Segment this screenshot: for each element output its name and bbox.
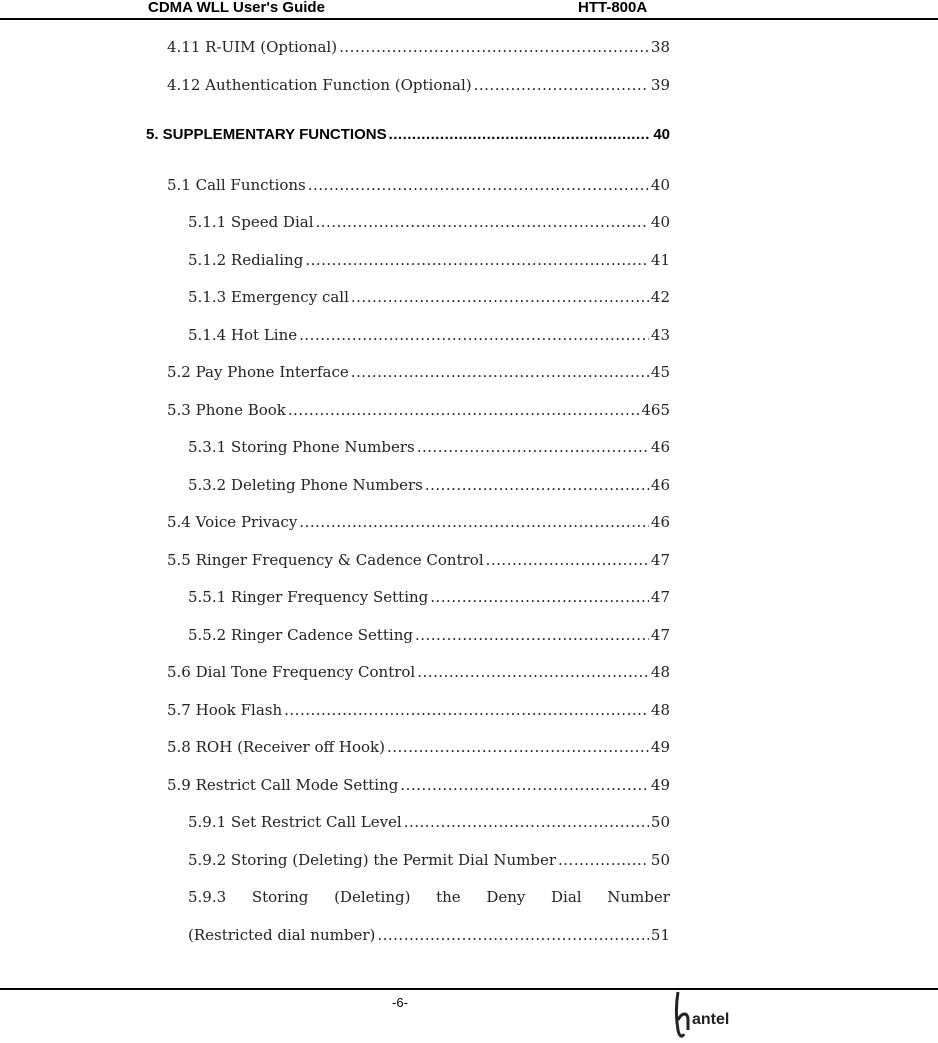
toc-page-number: 46 — [650, 476, 670, 494]
toc-page-number: 49 — [650, 738, 670, 756]
toc-page-number: 51 — [650, 926, 670, 944]
toc-entry[interactable]: 5.1.1 Speed Dial ..... 40 — [188, 213, 670, 231]
toc-entry-wrapped-line[interactable]: 5.9.3 Storing (Deleting) the Deny Dial Number — [188, 888, 670, 906]
toc-page-number: 40 — [650, 213, 670, 231]
toc-page-number: 47 — [650, 551, 670, 569]
toc-page-number: 50 — [650, 851, 670, 869]
toc-chapter-entry[interactable]: 5. SUPPLEMENTARY FUNCTIONS ..... 40 — [146, 126, 670, 143]
toc-entry[interactable]: 5.3 Phone Book ..... 465 — [167, 401, 670, 419]
toc-page-number: 40 — [650, 176, 670, 194]
toc-entry[interactable]: 5.1.3 Emergency call ..... 42 — [188, 288, 670, 306]
toc-page-number: 45 — [650, 363, 670, 381]
toc-page-number: 465 — [641, 401, 670, 419]
toc-entry[interactable]: 5.5 Ringer Frequency & Cadence Control ..... 47 — [167, 551, 670, 569]
toc-page-number: 39 — [650, 76, 670, 94]
toc-page-number: 48 — [650, 663, 670, 681]
hantel-logo — [672, 990, 752, 1042]
toc-page-number: 50 — [650, 813, 670, 831]
toc-page-number: 43 — [650, 326, 670, 344]
toc-page-number: 49 — [650, 776, 670, 794]
toc-entry[interactable]: 5.2 Pay Phone Interface ..... 45 — [167, 363, 670, 381]
toc-page-number: 46 — [650, 513, 670, 531]
document-title: CDMA WLL User's Guide — [148, 0, 325, 16]
toc-page-number: 41 — [650, 251, 670, 269]
toc-entry[interactable]: 5.3.1 Storing Phone Numbers ..... 46 — [188, 438, 670, 456]
toc-entry[interactable]: 5.6 Dial Tone Frequency Control ..... 48 — [167, 663, 670, 681]
toc-entry[interactable]: 5.7 Hook Flash ..... 48 — [167, 701, 670, 719]
logo-wordmark: antel — [692, 1011, 730, 1028]
toc-page-number: 42 — [650, 288, 670, 306]
page-number: -6- — [392, 995, 408, 1010]
toc-entry[interactable]: 5.9.2 Storing (Deleting) the Permit Dial Number ..... 50 — [188, 851, 670, 869]
toc-entry[interactable]: 5.3.2 Deleting Phone Numbers ..... 46 — [188, 476, 670, 494]
toc-page-number: 48 — [650, 701, 670, 719]
toc-entry[interactable]: 5.1 Call Functions ..... 40 — [167, 176, 670, 194]
toc-page-number: 38 — [650, 38, 670, 56]
footer-divider — [0, 988, 938, 990]
toc-entry[interactable]: 5.1.2 Redialing ..... 41 — [188, 251, 670, 269]
toc-entry[interactable]: 4.12 Authentication Function (Optional) ..... 39 — [167, 76, 670, 94]
toc-entry[interactable]: 5.4 Voice Privacy ..... 46 — [167, 513, 670, 531]
toc-page-number: 40 — [653, 126, 670, 143]
toc-page-number: 46 — [650, 438, 670, 456]
model-name: HTT-800A — [578, 0, 648, 16]
toc-entry[interactable]: 5.9 Restrict Call Mode Setting ..... 49 — [167, 776, 670, 794]
toc-entry[interactable]: 5.5.1 Ringer Frequency Setting ..... 47 — [188, 588, 670, 606]
toc-entry[interactable]: 4.11 R-UIM (Optional) ..... 38 — [167, 38, 670, 56]
toc-entry[interactable]: (Restricted dial number) ..... 51 — [188, 926, 670, 944]
toc-entry[interactable]: 5.5.2 Ringer Cadence Setting ..... 47 — [188, 626, 670, 644]
toc-page-number: 47 — [650, 588, 670, 606]
toc-entry[interactable]: 5.9.1 Set Restrict Call Level ..... 50 — [188, 813, 670, 831]
toc-entry[interactable]: 5.8 ROH (Receiver off Hook) ..... 49 — [167, 738, 670, 756]
toc-page-number: 47 — [650, 626, 670, 644]
toc-entry[interactable]: 5.1.4 Hot Line ..... 43 — [188, 326, 670, 344]
